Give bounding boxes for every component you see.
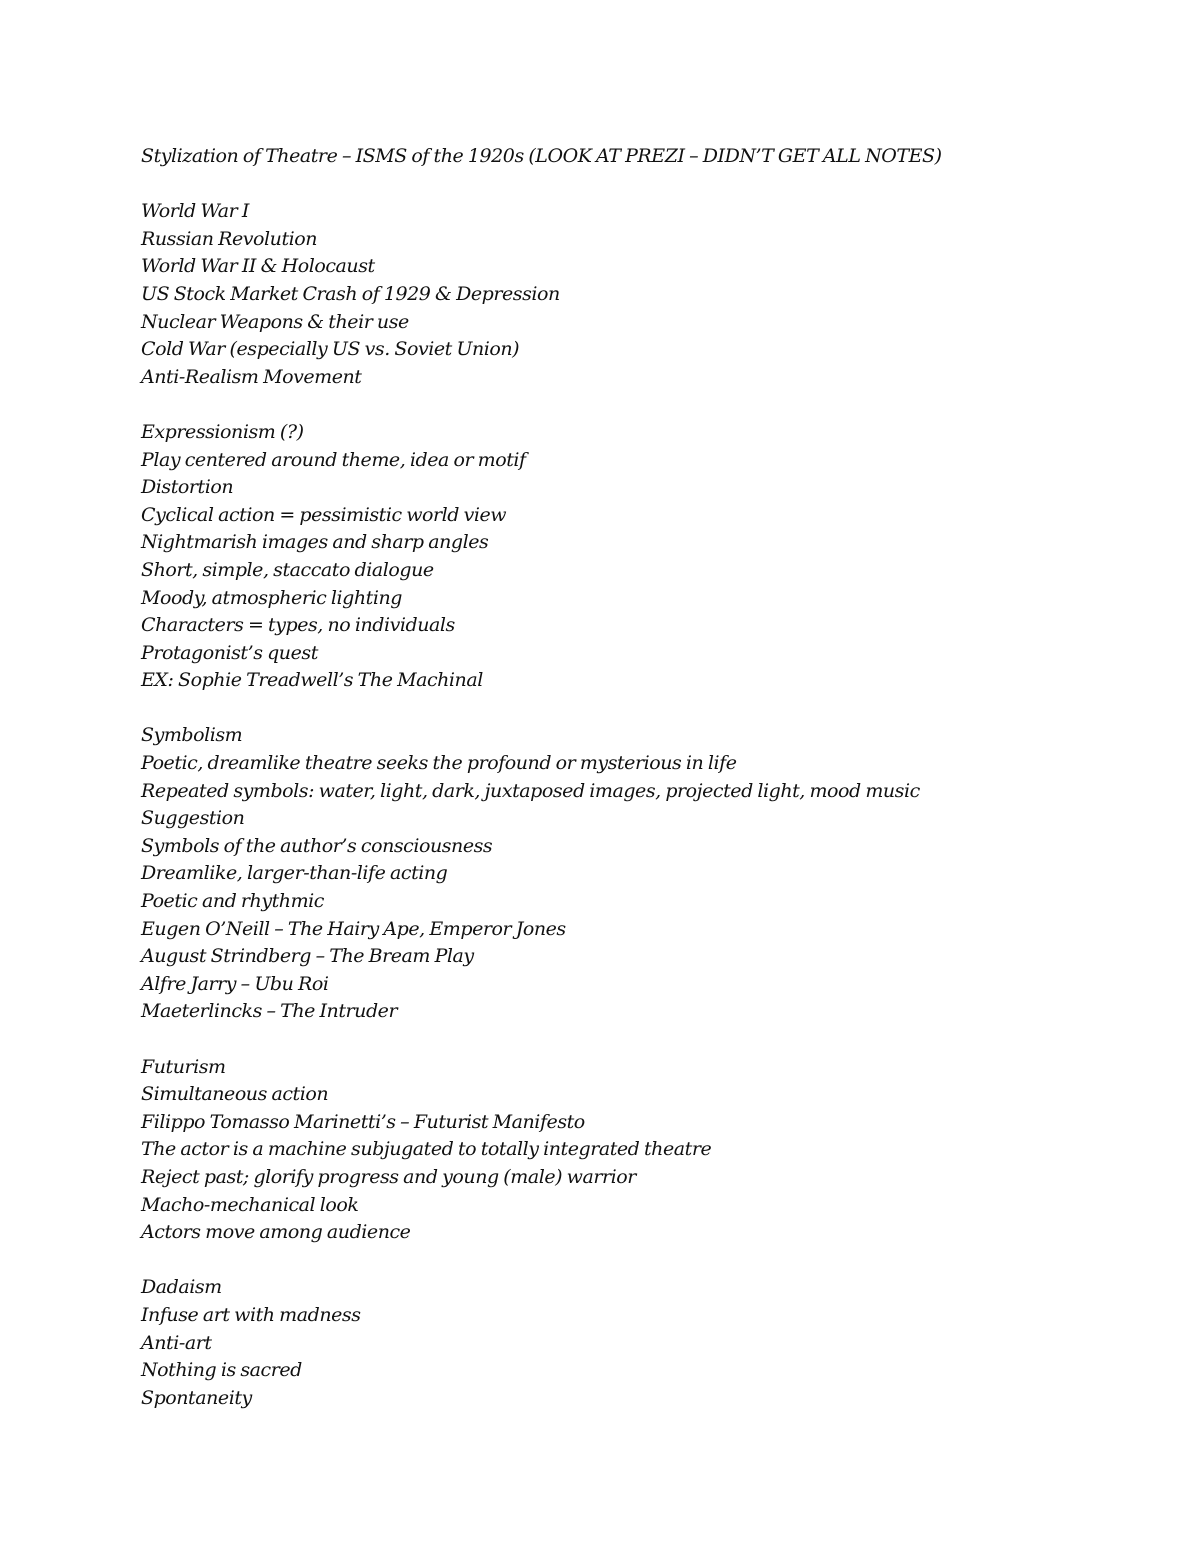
list-item: World War I xyxy=(141,200,249,223)
list-item: Macho-mechanical look xyxy=(141,1193,359,1216)
list-item: Nothing is sacred xyxy=(141,1359,302,1382)
list-item: Play centered around theme, idea or motif xyxy=(141,448,526,471)
list-item: World War II & Holocaust xyxy=(141,255,375,278)
list-item: The actor is a machine subjugated to totally integrated theatre xyxy=(141,1138,712,1161)
list-item: Reject past; glorify progress and young (male) warrior xyxy=(141,1165,636,1188)
list-item: Actors move among audience xyxy=(141,1221,411,1244)
section-heading: Futurism xyxy=(141,1055,226,1078)
section-world-events xyxy=(141,198,1141,391)
section-expressionism xyxy=(141,419,1141,695)
list-item: Russian Revolution xyxy=(141,227,318,250)
list-item: Anti-art xyxy=(141,1331,212,1354)
list-item: Moody, atmospheric lighting xyxy=(141,586,402,609)
list-item: Short, simple, staccato dialogue xyxy=(141,558,434,581)
list-item: Maeterlincks – The Intruder xyxy=(141,1000,398,1023)
section-dadaism xyxy=(141,1274,1141,1412)
list-item: Protagonist’s quest xyxy=(141,641,318,664)
list-item: Nightmarish images and sharp angles xyxy=(141,531,489,554)
list-item: Dreamlike, larger-than-life acting xyxy=(141,862,448,885)
section-heading: Expressionism (?) xyxy=(141,420,304,443)
list-item: Eugen O’Neill – The Hairy Ape, Emperor Jones xyxy=(141,917,566,940)
list-item: Suggestion xyxy=(141,807,245,830)
section-symbolism xyxy=(141,722,1141,1026)
list-item: Poetic, dreamlike theatre seeks the profound or mysterious in life xyxy=(141,752,737,775)
list-item: Simultaneous action xyxy=(141,1083,329,1106)
list-item: US Stock Market Crash of 1929 & Depression xyxy=(141,282,560,305)
list-item: Nuclear Weapons & their use xyxy=(141,310,409,333)
section-heading: Dadaism xyxy=(141,1276,222,1299)
list-item: Filippo Tomasso Marinetti’s – Futurist Manifesto xyxy=(141,1110,585,1133)
list-item: Anti-Realism Movement xyxy=(141,365,362,388)
list-item: Repeated symbols: water, light, dark, juxtaposed images, projected light, mood music xyxy=(141,779,920,802)
list-item: Poetic and rhythmic xyxy=(141,890,324,913)
list-item: Infuse art with madness xyxy=(141,1303,361,1326)
list-item: Spontaneity xyxy=(141,1386,252,1409)
list-item: EX: Sophie Treadwell’s The Machinal xyxy=(141,669,483,692)
list-item: Cyclical action = pessimistic world view xyxy=(141,503,507,526)
list-item: Distortion xyxy=(141,476,234,499)
section-futurism xyxy=(141,1054,1141,1247)
list-item: Characters = types, no individuals xyxy=(141,614,455,637)
list-item: Alfre Jarry – Ubu Roi xyxy=(141,972,329,995)
document-title: Stylization of Theatre – ISMS of the 1920s (LOOK AT PREZI – DIDN’T GET ALL NOTES) xyxy=(141,145,942,167)
list-item: Cold War (especially US vs. Soviet Union) xyxy=(141,338,520,361)
list-item: August Strindberg – The Bream Play xyxy=(141,945,474,968)
document-body xyxy=(141,143,1141,1412)
list-item: Symbols of the author’s consciousness xyxy=(141,834,493,857)
section-heading: Symbolism xyxy=(141,724,243,747)
